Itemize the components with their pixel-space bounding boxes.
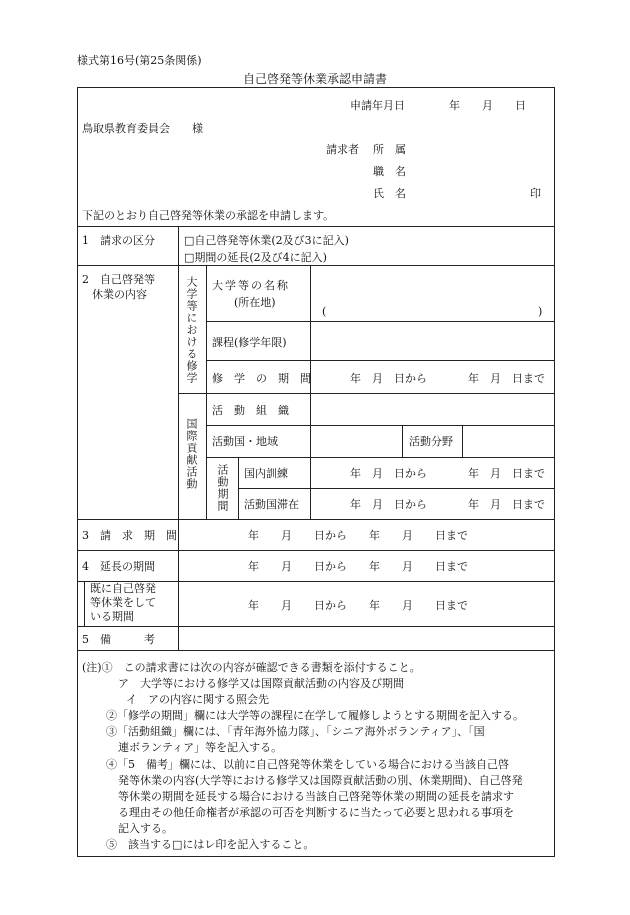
course-label: 課程(修学年限) [212, 336, 287, 349]
study-vertical-label: 大学等における修学 [185, 276, 198, 384]
note-4c: 等休業の期間を延長する場合における当該自己啓発等休業の期間の延長を請求す [118, 790, 514, 803]
note-5: ⑤ 該当する□にはレ印を記入すること。 [106, 838, 315, 851]
activity-period-vertical-label: 活動期間 [216, 464, 229, 512]
request-period[interactable]: 年 月 日から 年 月 日まで [248, 529, 468, 542]
addressee: 鳥取県教育委員会 様 [82, 122, 203, 135]
study-period-from[interactable]: 年 月 日から [350, 372, 427, 385]
stay-abroad-to[interactable]: 年 月 日まで [468, 498, 545, 511]
domestic-training-label: 国内訓練 [244, 467, 288, 480]
affiliation-label: 所 属 [373, 143, 406, 156]
domestic-training-from[interactable]: 年 月 日から [350, 467, 427, 480]
note-1: (注)① この請求書には次の内容が確認できる書類を添付すること。 [82, 661, 421, 674]
name-label: 氏 名 [373, 187, 406, 200]
note-4d: る理由その他任命権者が承認の可否を判断するに当たって必要と思われる事項を [118, 806, 514, 819]
note-1b: イ アの内容に関する照会先 [126, 693, 269, 706]
remarks-field[interactable] [184, 631, 544, 647]
stay-abroad-from[interactable]: 年 月 日から [350, 498, 427, 511]
section1-label: 1 請求の区分 [82, 234, 155, 247]
seal-mark: 印 [530, 187, 541, 200]
application-date[interactable]: 申請年月日 年 月 日 [350, 99, 526, 112]
option-period-extension[interactable]: □期間の延長(2及び4に記入) [184, 251, 327, 264]
extension-period[interactable]: 年 月 日から 年 月 日まで [248, 560, 468, 573]
location-paren-open: ( [322, 305, 327, 318]
study-period-to[interactable]: 年 月 日まで [468, 372, 545, 385]
existing-leave-label-2: 等休業をして [90, 596, 156, 609]
col-divider [84, 581, 85, 626]
intl-vertical-label: 国際貢献活動 [185, 418, 198, 490]
form-title: 自己啓発等休業承認申請書 [242, 72, 387, 86]
rule [77, 650, 555, 651]
note-4e: 記入する。 [118, 822, 173, 835]
note-4a: ④「5 備考」欄には、以前に自己啓発等休業をしている場合における当該自己啓 [106, 758, 509, 771]
form-number: 様式第16号(第25条関係) [77, 54, 202, 67]
requester-label: 請求者 [326, 143, 359, 156]
study-period-label: 修 学 の 期 間 [212, 372, 311, 385]
col-divider [402, 425, 403, 457]
rule [77, 265, 555, 266]
section3-label: 3 請 求 期 間 [82, 529, 177, 542]
rule [206, 360, 555, 361]
col-divider [206, 265, 207, 519]
existing-leave-period[interactable]: 年 月 日から 年 月 日まで [248, 599, 468, 612]
rule [77, 226, 555, 227]
org-label: 活 動 組 織 [212, 404, 289, 417]
rule [77, 550, 555, 551]
rule [77, 519, 555, 520]
existing-leave-label-1: 既に自己啓発 [90, 582, 156, 595]
section5-label: 5 備 考 [82, 633, 155, 646]
rule [206, 425, 555, 426]
existing-leave-label-3: いる期間 [90, 610, 134, 623]
col-divider [310, 265, 311, 519]
university-name-label: 大学等の名称 [212, 279, 290, 292]
col-divider [178, 226, 179, 650]
section2-label: 2 自己啓発等 [82, 273, 155, 286]
statement: 下記のとおり自己啓発等休業の承認を申請します。 [82, 209, 335, 222]
note-3a: ③「活動組織」欄には、「青年海外協力隊」、「シニア海外ボランティア」、「国 [106, 725, 485, 738]
rule [206, 457, 555, 458]
position-label: 職 名 [373, 165, 406, 178]
rule [206, 321, 555, 322]
domestic-training-to[interactable]: 年 月 日まで [468, 467, 545, 480]
field-label: 活動分野 [409, 435, 453, 448]
university-location-label: (所在地) [234, 296, 276, 309]
col-divider [238, 457, 239, 519]
note-1a: ア 大学等における修学又は国際貢献活動の内容及び期間 [118, 677, 404, 690]
section2-label-2: 休業の内容 [92, 288, 147, 301]
country-region-label: 活動国・地域 [212, 435, 278, 448]
rule [77, 626, 555, 627]
col-divider [462, 425, 463, 457]
note-3b: 連ボランティア」等を記入する。 [118, 741, 283, 754]
stay-abroad-label: 活動国滞在 [244, 498, 299, 511]
rule [238, 488, 555, 489]
option-self-development-leave[interactable]: □自己啓発等休業(2及び3に記入) [184, 234, 349, 247]
section4-label: 4 延長の期間 [82, 560, 155, 573]
location-paren-close: ) [538, 305, 543, 318]
rule [178, 393, 555, 394]
note-4b: 発等休業の内容(大学等における修学又は国際貢献活動の別、休業期間)、自己啓発 [118, 774, 523, 787]
note-2: ②「修学の期間」欄には大学等の課程に在学して履修しようとする期間を記入する。 [106, 709, 524, 722]
